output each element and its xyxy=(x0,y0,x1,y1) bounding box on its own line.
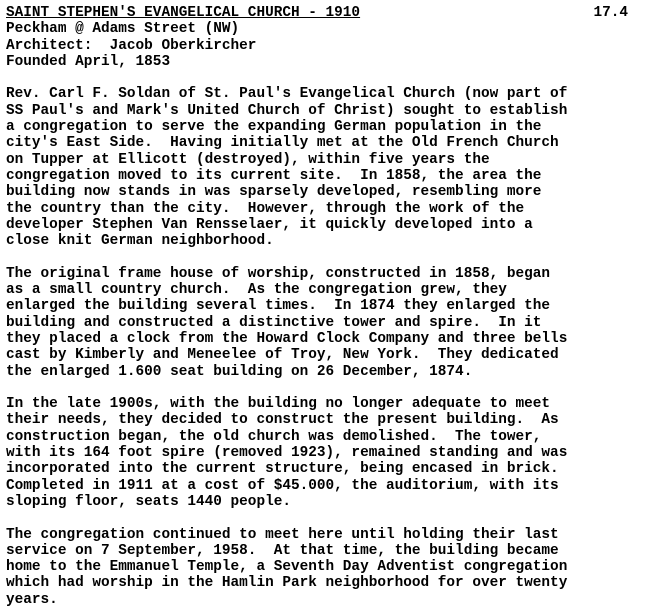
document-page xyxy=(6,5,642,608)
paragraph-founding: Rev. Carl F. Soldan of St. Paul's Evangelical Church (now part of SS Paul's and Mark's United Church of Christ) sought to establish a congregation to serve the expanding German population in the city's East Side. Having initially met at the Old French Church on Tupper at Ellicott (destroyed), within five years the congregation moved to its current site. In 1858, the area the building now stands in was sparsely developed, resembling more the country than the city. However, through the work of the developer Stephen Van Rensselaer, it quickly developed into a close knit German neighborhood. xyxy=(6,86,568,250)
page-number: 17.4 xyxy=(593,5,628,21)
paragraph-present-building: In the late 1900s, with the building no longer adequate to meet their needs, they decided to construct the present building. As construction began, the old church was demolished. The tower, with its 164 foot spire (removed 1923), remained standing and was incorporated into the current structure, being encased in brick. Completed in 1911 at a cost of $45.000, the auditorium, with its sloping floor, seats 1440 people. xyxy=(6,396,568,510)
document-title: SAINT STEPHEN'S EVANGELICAL CHURCH - 1910 xyxy=(6,5,361,21)
paragraph-later-history: The congregation continued to meet here until holding their last service on 7 September, 1958. At that time, the building became home to the Emmanuel Temple, a Seventh Day Adventist congregation which had worship in the Hamlin Park neighborhood for over twenty years. xyxy=(6,526,568,608)
document-header xyxy=(6,5,642,70)
paragraph-original-building: The original frame house of worship, constructed in 1858, began as a small country church. As the congregation grew, they enlarged the building several times. In 1874 they enlarged the building and constructed a distinctive tower and spire. In it they placed a clock from the Howard Clock Company and three bells cast by Kimberly and Meneelee of Troy, New York. They dedicated the enlarged 1.600 seat building on 26 December, 1874. xyxy=(6,265,568,380)
document-body xyxy=(6,86,642,608)
architect-line: Architect: Jacob Oberkircher xyxy=(6,37,257,54)
title-line xyxy=(6,5,642,21)
founded-line: Founded April, 1853 xyxy=(6,53,171,70)
location-line: Peckham @ Adams Street (NW) xyxy=(6,21,240,38)
